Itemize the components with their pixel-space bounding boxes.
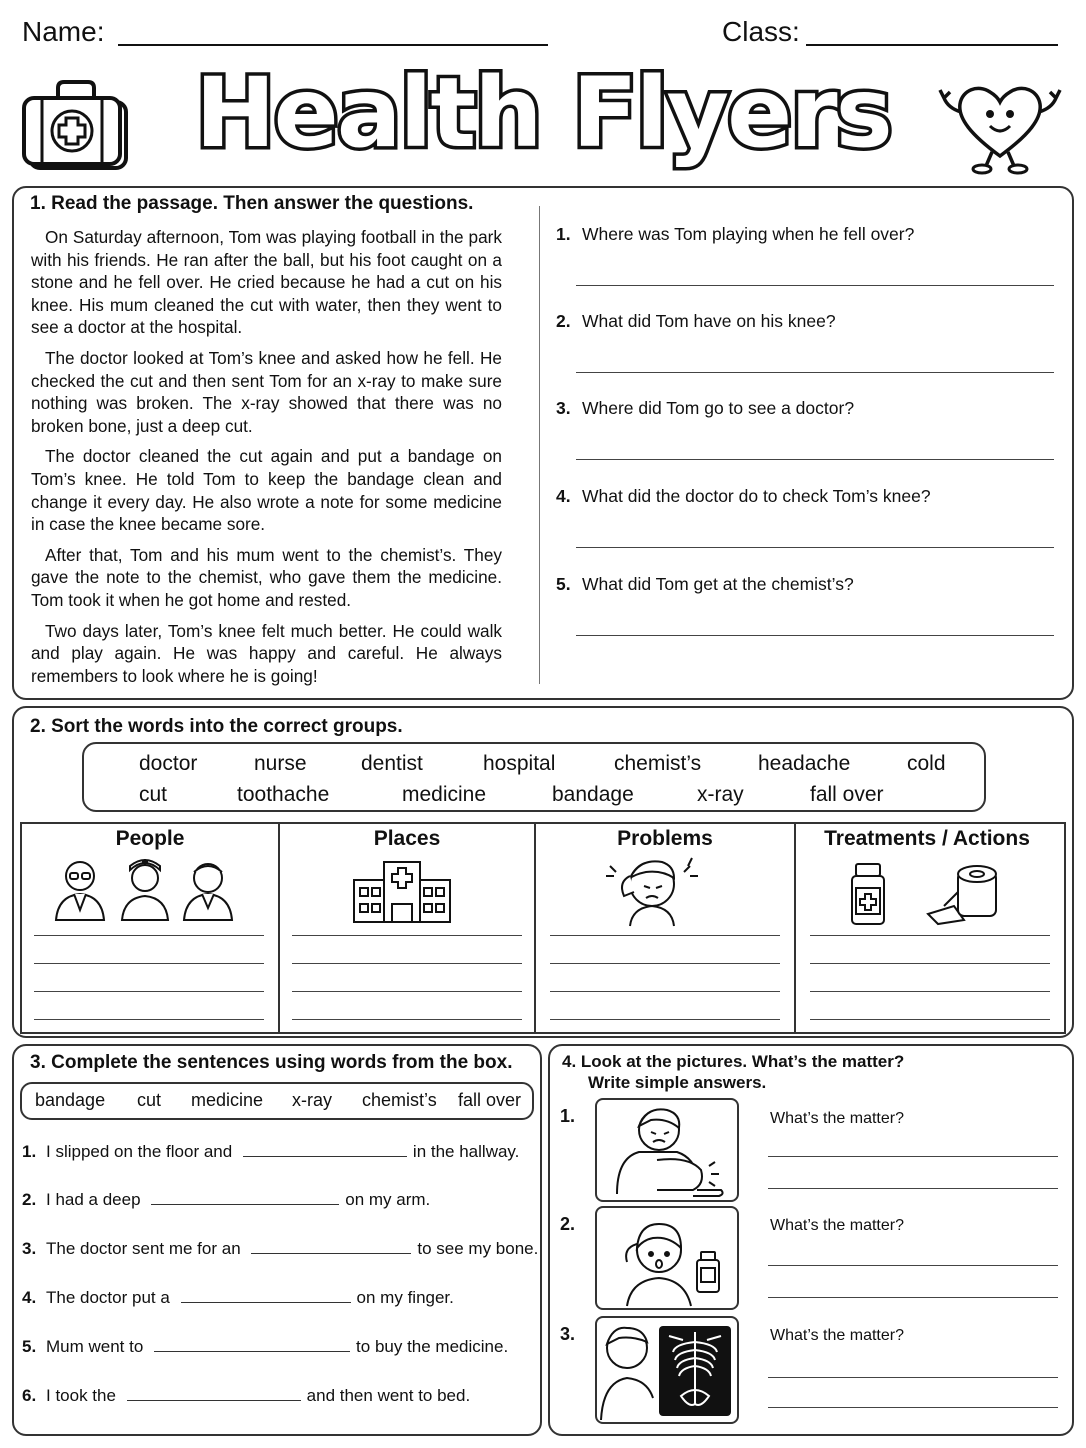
question-3: [556, 398, 854, 419]
question-number: 1.: [556, 224, 571, 244]
matter-prompt: What’s the matter?: [770, 1327, 904, 1344]
places-answer-line[interactable]: [292, 950, 522, 964]
medicine-bottle-icon: [848, 860, 888, 928]
places-answer-line[interactable]: [292, 922, 522, 936]
section-4-title: 4. Look at the pictures. What’s the matter?: [562, 1052, 905, 1071]
sentence-blank[interactable]: [181, 1289, 351, 1303]
word-chip: toothache: [237, 783, 330, 806]
picture-number: 3.: [560, 1324, 576, 1344]
section-1-divider: [539, 206, 540, 684]
grid-divider: [534, 822, 536, 1034]
sentence-1: 1. I slipped on the floor and in the hallway.: [22, 1142, 520, 1161]
word-chip: cut: [139, 783, 168, 806]
group-heading-people: People: [115, 827, 185, 850]
question-text: What did Tom get at the chemist’s?: [582, 574, 854, 594]
sentence-number: 1.: [22, 1142, 37, 1161]
girl-medicine-picture: [595, 1206, 739, 1310]
sentence-blank[interactable]: [151, 1191, 339, 1205]
word-chip: hospital: [483, 752, 556, 775]
section-1-title: 1. Read the passage. Then answer the questions.: [30, 193, 474, 214]
picture-number: 1.: [560, 1106, 576, 1126]
places-answer-line[interactable]: [292, 1006, 522, 1020]
group-heading-problems: Problems: [617, 827, 713, 850]
word-chip: medicine: [402, 783, 487, 806]
page-title: Health Flyers: [195, 57, 891, 169]
sentence-4: 4. The doctor put a on my finger.: [22, 1288, 454, 1307]
heart-mascot-icon: [930, 68, 1070, 178]
group-heading-treatments: Treatments / Actions: [824, 827, 1030, 850]
passage-paragraph: Two days later, Tom’s knee felt much better. He could walk and play again. He was happy and careful. He always remembers to look where he is going!: [31, 620, 502, 686]
places-answer-line[interactable]: [292, 978, 522, 992]
question-number: 3.: [556, 398, 571, 418]
passage-paragraph: The doctor looked at Tom’s knee and asked how he fell. He checked the cut and then sent Tom for an x-ray to make sure nothing was broken. The x-ray showed that there was no broken bone, just a deep cut.: [31, 347, 502, 436]
question-number: 5.: [556, 574, 571, 594]
passage-paragraph: After that, Tom and his mum went to the chemist’s. They gave the note to the chemist, who gave them the medicine. Tom took it when he got home and rested.: [31, 544, 502, 610]
sentence-number: 6.: [22, 1386, 37, 1405]
grid-divider: [794, 822, 796, 1034]
word-chip: fall over: [458, 1090, 522, 1110]
matter-answer-line[interactable]: [768, 1175, 1058, 1189]
word-chip: medicine: [191, 1090, 264, 1110]
word-chip: headache: [758, 752, 851, 775]
question-text: What did the doctor do to check Tom’s knee?: [582, 486, 931, 506]
bandage-roll-icon: [924, 862, 1002, 926]
section-2-title: 2. Sort the words into the correct groups.: [30, 716, 403, 737]
sentence-number: 5.: [22, 1337, 37, 1356]
word-chip: x-ray: [697, 783, 744, 806]
word-chip: x-ray: [292, 1090, 332, 1110]
people-answer-line[interactable]: [34, 950, 264, 964]
people-answer-line[interactable]: [34, 1006, 264, 1020]
answer-line-4[interactable]: [576, 534, 1054, 548]
word-chip: doctor: [139, 752, 198, 775]
reading-passage: [31, 226, 502, 695]
picture-number: 2.: [560, 1214, 576, 1234]
matter-answer-line[interactable]: [768, 1394, 1058, 1408]
problems-answer-line[interactable]: [550, 1006, 780, 1020]
question-text: Where did Tom go to see a doctor?: [582, 398, 855, 418]
class-field[interactable]: [806, 18, 1058, 46]
question-number: 2.: [556, 311, 571, 331]
problems-answer-line[interactable]: [550, 950, 780, 964]
question-2: [556, 311, 836, 332]
word-chip: bandage: [552, 783, 634, 806]
word-chip: nurse: [254, 752, 307, 775]
group-heading-places: Places: [373, 827, 441, 850]
matter-prompt: What’s the matter?: [770, 1217, 904, 1234]
first-aid-kit-icon: [20, 68, 132, 178]
sentence-5: 5. Mum went to to buy the medicine.: [22, 1337, 509, 1356]
section-4-subtitle: Write simple answers.: [588, 1073, 767, 1092]
matter-prompt: What’s the matter?: [770, 1110, 904, 1127]
xray-picture: [595, 1316, 739, 1424]
headache-boy-icon: [600, 852, 704, 928]
passage-paragraph: On Saturday afternoon, Tom was playing football in the park with his friends. He ran after the ball, but his foot caught on a stone and he fell over. He cried because he had a cut on his knee. His mum cleaned the cut with water, then they went to see a doctor at the hospital.: [31, 227, 502, 338]
grid-divider: [278, 822, 280, 1034]
treatments-answer-line[interactable]: [810, 950, 1050, 964]
answer-line-2[interactable]: [576, 359, 1054, 373]
sentence-3: 3. The doctor sent me for an to see my bone.: [22, 1239, 539, 1258]
matter-answer-line[interactable]: [768, 1252, 1058, 1266]
problems-answer-line[interactable]: [550, 922, 780, 936]
treatments-answer-line[interactable]: [810, 978, 1050, 992]
treatments-answer-line[interactable]: [810, 922, 1050, 936]
treatments-answer-line[interactable]: [810, 1006, 1050, 1020]
question-text: Where was Tom playing when he fell over?: [582, 224, 915, 244]
people-icon: [50, 854, 240, 924]
word-chip: cut: [137, 1090, 162, 1110]
hospital-building-icon: [350, 856, 454, 926]
people-answer-line[interactable]: [34, 978, 264, 992]
sentence-number: 2.: [22, 1190, 37, 1209]
question-text: What did Tom have on his knee?: [582, 311, 836, 331]
passage-paragraph: The doctor cleaned the cut again and put a bandage on Tom’s knee. He told Tom to keep the bandage clean and change it every day. He also wrote a note for some medicine in case the knee became sore.: [31, 446, 502, 535]
matter-answer-line[interactable]: [768, 1143, 1058, 1157]
people-answer-line[interactable]: [34, 922, 264, 936]
word-chip: chemist’s: [614, 752, 702, 775]
sentence-2: 2. I had a deep on my arm.: [22, 1190, 431, 1209]
question-4: [556, 486, 931, 507]
sentence-number: 4.: [22, 1288, 37, 1307]
answer-line-3[interactable]: [576, 446, 1054, 460]
sore-knee-picture: [595, 1098, 739, 1202]
name-label: Name:: [22, 16, 105, 47]
section-3-title: 3. Complete the sentences using words from the box.: [30, 1052, 513, 1073]
sentence-blank[interactable]: [243, 1143, 407, 1157]
word-chip: bandage: [35, 1090, 106, 1110]
name-field[interactable]: [118, 18, 548, 46]
word-chip: dentist: [361, 752, 423, 775]
sentence-blank[interactable]: [154, 1338, 350, 1352]
question-1: [556, 224, 914, 245]
sentence-number: 3.: [22, 1239, 37, 1258]
question-number: 4.: [556, 486, 571, 506]
answer-line-5[interactable]: [576, 622, 1054, 636]
word-chip: chemist’s: [362, 1090, 437, 1110]
problems-answer-line[interactable]: [550, 978, 780, 992]
matter-answer-line[interactable]: [768, 1364, 1058, 1378]
sentence-blank[interactable]: [251, 1240, 411, 1254]
sentence-6: 6. I took the and then went to bed.: [22, 1386, 471, 1405]
matter-answer-line[interactable]: [768, 1284, 1058, 1298]
word-chip: fall over: [810, 783, 884, 806]
answer-line-1[interactable]: [576, 272, 1054, 286]
class-label: Class:: [722, 16, 800, 47]
sentence-blank[interactable]: [127, 1387, 301, 1401]
question-5: [556, 574, 854, 595]
word-chip: cold: [907, 752, 946, 775]
